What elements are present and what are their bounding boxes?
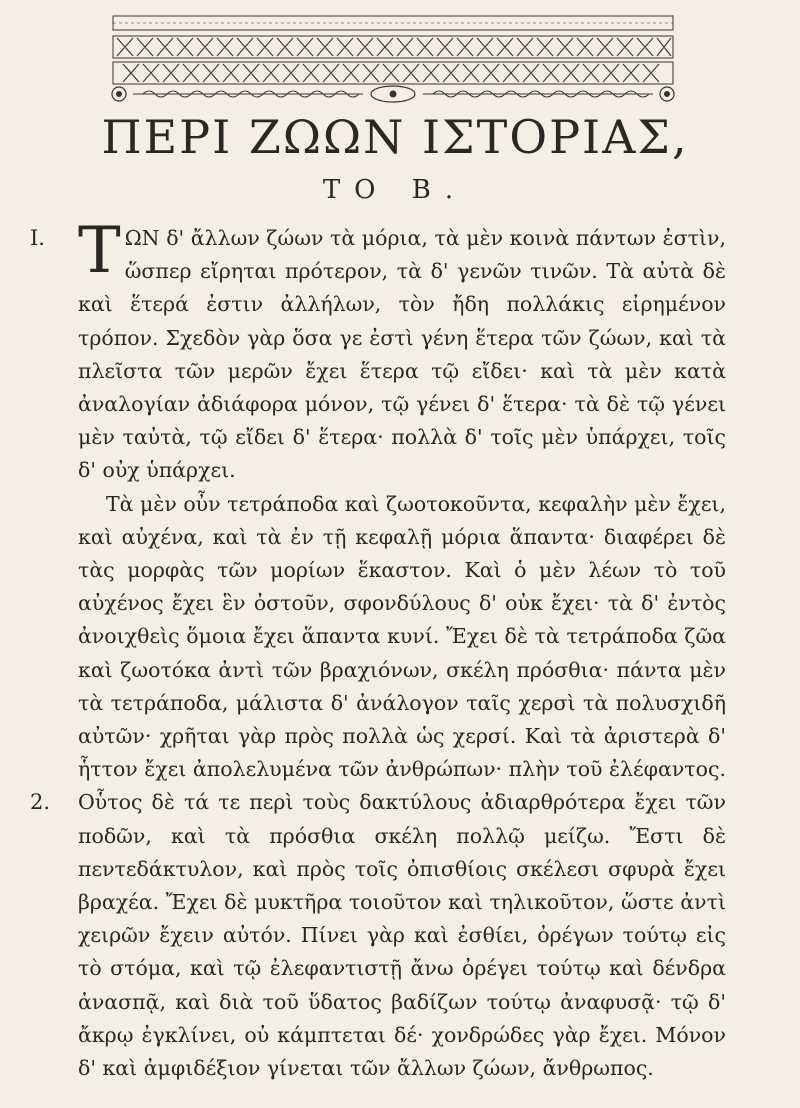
main-text <box>78 214 726 1085</box>
page-title: ΠΕΡΙ ΖΩΩΝ ΙΣΤΟΡΙΑΣ, <box>101 110 689 164</box>
paragraph-1-text: ΩΝ δ' ἄλλων ζώων τὰ μόρια, τὰ μὲν κοινὰ πάντων ἐστὶν, ὥσπερ εἴρηται πρότερον, τὰ δ' γενῶν τινῶν. Τὰ αὐτὰ δὲ καὶ ἕτερά ἐστιν ἀλλήλων, τὸν ἤδη πολλάκις εἰρημένον τρόπον. Σχεδὸν γὰρ ὅσα γε ἐστὶ γένη ἕτερα τῶν ζώων, καὶ τὰ πλεῖστα τῶν μερῶν ἔχει ἕτερα τῷ εἴδει· καὶ τὰ μὲν κατὰ ἀναλογίαν ἀδιάφορα μόνον, τῷ γένει δ' ἕτερα· τὰ δὲ τῷ γένει μὲν ταὐτὰ, τῷ εἴδει δ' ἕτερα· πολλὰ δ' τοῖς μὲν ὑπάρχει, τοῖς δ' οὐχ ὑπάρχει. <box>78 226 726 483</box>
drop-cap: Τ <box>78 214 121 288</box>
paragraph-1 <box>78 214 726 488</box>
paragraph-2: Τὰ μὲν οὖν τετράποδα καὶ ζωοτοκοῦντα, κεφαλὴν μὲν ἔχει, καὶ αὐχένα, καὶ τὰ ἐν τῇ κεφαλῇ μόρια ἅπαντα· διαφέρει δὲ τὰς μορφὰς τῶν μορίων ἕκαστον. Καὶ ὁ μὲν λέων τὸ τοῦ αὐχένος ἔχει ἓν ὀστοῦν, σφονδύλους δ' οὐκ ἔχει· τὰ δ' ἐντὸς ἀνοιχθεὶς ὅμοια ἔχει ἅπαντα κυνί. Ἔχει δὲ τὰ τετράποδα ζῶα καὶ ζωοτόκα ἀντὶ τῶν βραχιόνων, σκέλη πρόσθια· πάντα μὲν τὰ τετράποδα, μάλιστα δ' ἀνάλογον ταῖς χερσὶ τὰ πολυσχιδῆ αὐτῶν· χρῆται γὰρ πρὸς πολλὰ ὡς χερσί. Καὶ τὰ ἀριστερὰ δ' ἧττον ἔχει ἀπολελυμένα τῶν ἀνθρώπων· πλὴν τοῦ ἐλέφαντος. Οὗτος δὲ τά τε περὶ τοὺς δακτύλους ἀδιαρθρότερα ἔχει τῶν ποδῶν, καὶ τὰ πρόσθια σκέλη πολλῷ μείζω. Ἔστι δὲ πεντεδάκτυλον, καὶ πρὸς τοῖς ὀπισθίοις σκέλεσι σφυρὰ ἔχει βραχέα. Ἔχει δὲ μυκτῆρα τοιοῦτον καὶ τηλικοῦτον, ὥστε ἀντὶ χειρῶν ἔχειν αὐτόν. Πίνει γὰρ καὶ ἐσθίει, ὀρέγων τούτῳ εἰς τὸ στόμα, καὶ τῷ ἐλεφαντιστῇ ἄνω ὀρέγει τούτῳ καὶ δένδρα ἀνασπᾷ, καὶ διὰ τοῦ ὕδατος βαδίζων τούτῳ ἀναφυσᾷ· τῷ δ' ἄκρῳ ἐγκλίνει, οὐ κάμπτεται δέ· χονδρώδες γὰρ ἔχει. Μόνον δ' καὶ ἀμφιδέξιον γίνεται τῶν ἄλλων ζώων, ἄνθρωπος. <box>78 491 726 1081</box>
ornamental-headpiece <box>103 12 683 114</box>
book-number: ΤΟ Β. <box>322 175 468 205</box>
section-number-1: I. <box>30 226 45 250</box>
section-number-2: 2. <box>30 790 51 814</box>
